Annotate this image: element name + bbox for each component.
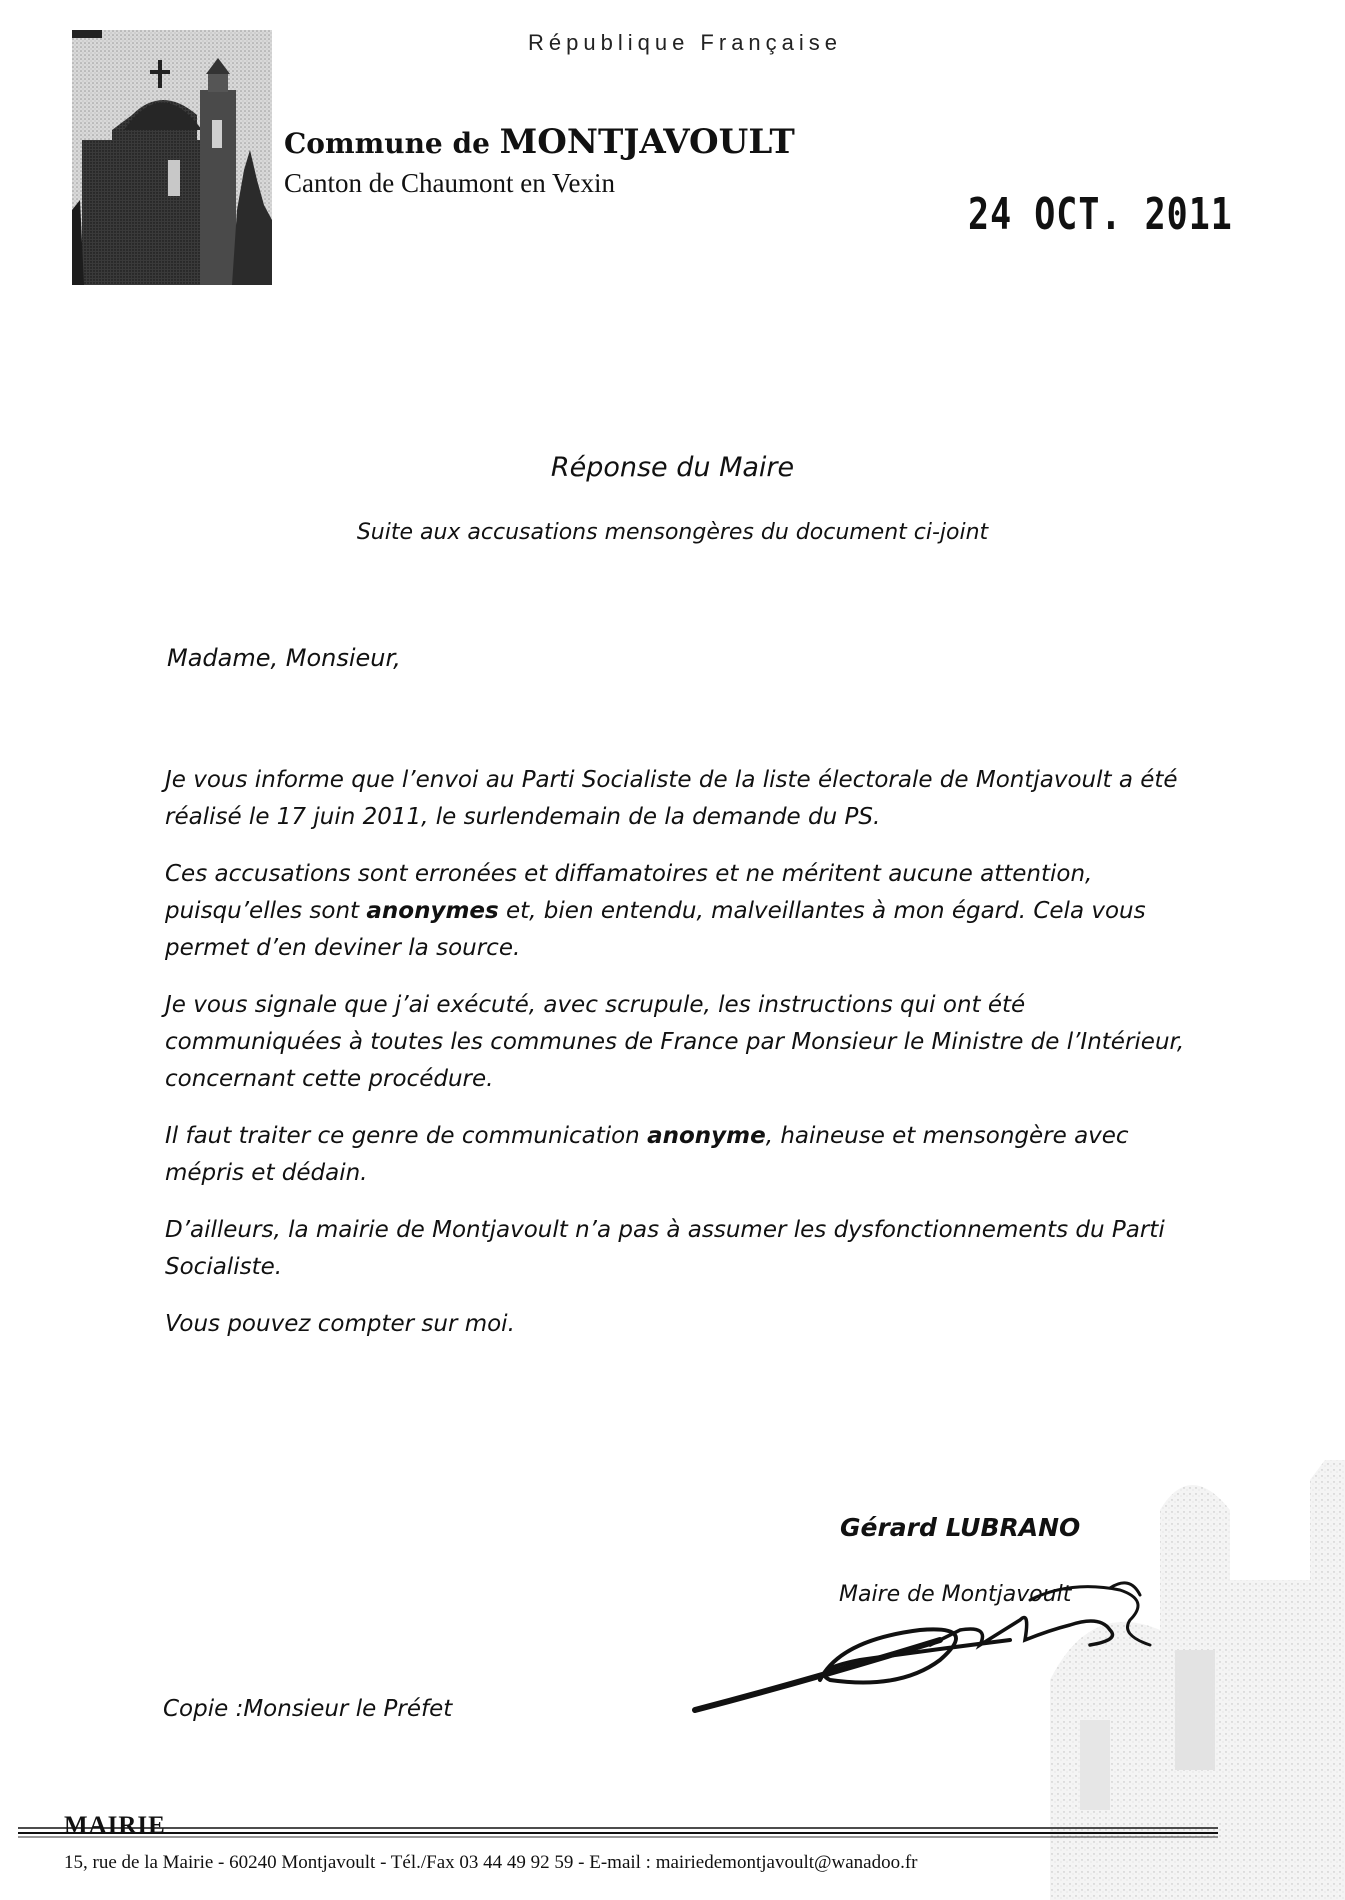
paragraph-5: D’ailleurs, la mairie de Montjavoult n’a pas à assumer les dysfonctionnements du Parti Socialiste. [165, 1217, 1165, 1280]
commune-title [284, 122, 795, 162]
handwritten-signature-icon [690, 1570, 1160, 1720]
paragraph-4-text-b: , haineuse et mensongère avec mépris et dédain. [165, 1123, 1129, 1186]
paragraph-4 [165, 1118, 1205, 1192]
paragraph-2-text-a: Ces accusations sont erronées et diffamatoires et ne méritent aucune attention, puisqu’elles sont [165, 861, 1093, 924]
church-logo-icon [72, 30, 272, 285]
paragraph-2 [165, 856, 1205, 967]
letter-subtitle: Suite aux accusations mensongères du document ci-joint [356, 520, 989, 545]
copy-recipient: Copie :Monsieur le Préfet [163, 1696, 453, 1722]
footer-rule [18, 1826, 1218, 1838]
canton-subtitle: Canton de Chaumont en Vexin [284, 168, 615, 198]
paragraph-1: Je vous informe que l’envoi au Parti Socialiste de la liste électorale de Montjavoult a été réalisé le 17 juin 2011, le surlendemain de la demande du PS. [165, 767, 1178, 830]
letter-title: Réponse du Maire [550, 452, 795, 483]
paragraph-3: Je vous signale que j’ai exécuté, avec scrupule, les instructions qui ont été communiquées à toutes les communes de France par Monsieur le Ministre de l’Intérieur, concernant cette procédure. [165, 992, 1185, 1092]
letter-body [165, 762, 1205, 1363]
date-stamp: 24 OCT. 2011 [968, 190, 1233, 240]
commune-name: MONTJAVOULT [499, 122, 795, 162]
commune-prefix: Commune de [284, 127, 490, 160]
paragraph-4-bold: anonyme [647, 1123, 766, 1149]
footer-mairie-label: MAIRIE [64, 1812, 166, 1839]
paragraph-4-text-a: Il faut traiter ce genre de communication [165, 1123, 648, 1149]
salutation: Madame, Monsieur, [167, 644, 401, 672]
paragraph-2-bold: anonymes [366, 898, 499, 924]
footer-address: 15, rue de la Mairie - 60240 Montjavoult - Tél./Fax 03 44 49 92 59 - E-mail : mairiedemontjavoult@wanadoo.fr [64, 1852, 918, 1873]
republique-francaise-heading: République Française [528, 30, 843, 55]
signer-role: Maire de Montjavoult [839, 1582, 1072, 1607]
paragraph-6: Vous pouvez compter sur moi. [165, 1311, 515, 1337]
paragraph-2-text-b: et, bien entendu, malveillantes à mon égard. Cela vous permet d’en deviner la source. [165, 898, 1146, 961]
signer-name: Gérard LUBRANO [840, 1513, 1081, 1542]
